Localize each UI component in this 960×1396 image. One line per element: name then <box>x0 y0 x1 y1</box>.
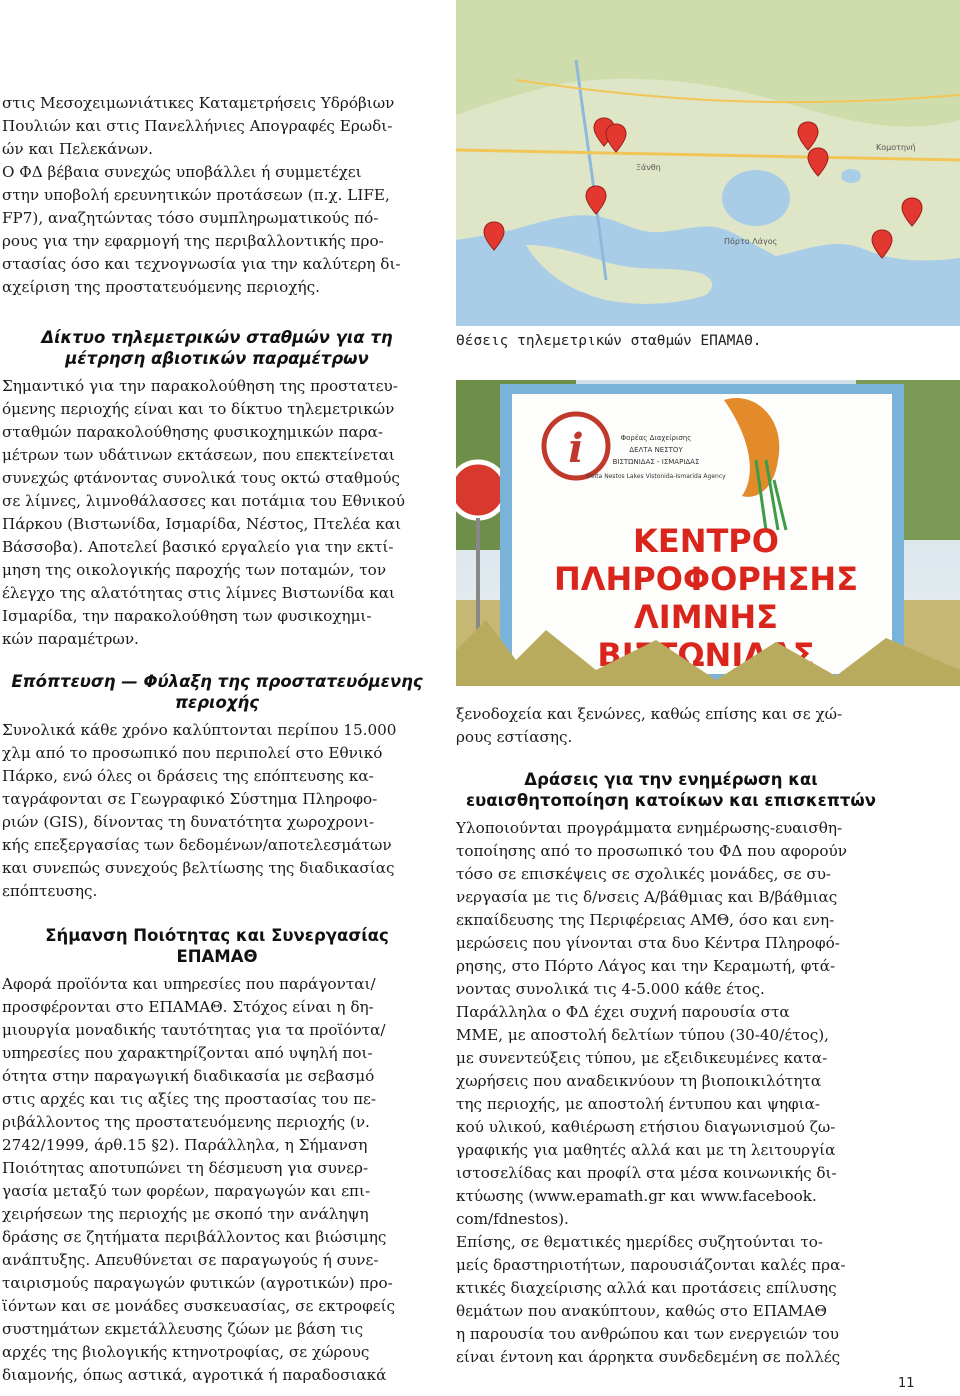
surveillance-heading: Επόπτευση — Φύλαξη της προστατευόμενης περιοχής <box>11 672 423 712</box>
surveillance-paragraph: Συνολικά κάθε χρόνο καλύπτονται περίπου 15.000 χλμ από το προσωπικό που περιπολεί στο Εθνικό Πάρκο, ενώ όλες οι δράσεις της επόπτευσης κα- ταγράφονται σε Γεωγραφικό Σύστημα Πληροφο- ριών (GIS), δίνοντας τη δυνατότητα χωροχρονι- κής επεξεργασίας των δεδομένων/αποτελεσμάτων και συνεπώς συνεχούς βελτίωσης της διαδικασίας επόπτευσης. <box>2 721 397 900</box>
awareness-heading: Δράσεις για την ενημέρωση και ευαισθητοποίηση κατοίκων και επισκεπτών <box>465 770 876 810</box>
sign-line-3: ΛΙΜΝΗΣ <box>634 598 778 636</box>
map-caption: Θέσεις τηλεμετρικών σταθμών ΕΠΑΜΑΘ. <box>456 333 762 349</box>
telemetry-map-image <box>456 0 960 326</box>
telemetry-heading: Δίκτυο τηλεμετρικών σταθμών για τη μέτρηση αβιοτικών παραμέτρων <box>41 328 393 368</box>
sign-small-text-4: Delta Nestos Lakes Vistonida-Ismarida Agency <box>586 473 726 480</box>
intro-paragraph: στις Μεσοχειμωνιάτικες Καταμετρήσεις Υδρόβιων Πουλιών και στις Πανελλήνιες Απογραφές Ερωδι- ών και Πελεκάνων. Ο ΦΔ βέβαια συνεχώς υποβάλλει ή συμμετέχει στην υποβολή ερευνητικών προτάσεων (π.χ. LIFE, FP7), αναζητώντας τόσο συμπληρωματικούς πό- ρους για την εφαρμογή της περιβαλλοντικής προ- στασίας όσο και τεχνογνωσία για την καλύτερη δι- αχείριση της προστατευόμενης περιοχής. <box>2 94 401 296</box>
quality-heading: Σήμανση Ποιότητας και Συνεργασίας ΕΠΑΜΑΘ <box>45 926 389 966</box>
map-label-3: Κομοτηνή <box>876 143 916 152</box>
quality-paragraph: Αφορά προϊόντα και υπηρεσίες που παράγονται/ προσφέρονται στο ΕΠΑΜΑΘ. Στόχος είναι η δη- μιουργία μοναδικής ταυτότητας για τα προϊόντα/ υπηρεσίες που χαρακτηρίζονται από υψηλή ποι- ότητα στην παραγωγική διαδικασία με σεβασμό στις αρχές και τις αξίες της προστασίας του πε- ριβάλλοντος της προστατευόμενης περιοχής (ν. 2742/1999, άρθ.15 §2). Παράλληλα, η Σήμανση Ποιότητας αποτυπώνει τη δέσμευση για συνερ- γασία μεταξύ των φορέων, παραγωγών και επι- χειρήσεων της περιοχής με σκοπό την ανάληψη δράσης σε ζητήματα περιβάλλοντος και βιώσιμης ανάπτυξης. Απευθύνεται σε παραγωγούς ή συνε- ταιρισμούς παραγωγών φυτικών (αγροτικών) προ- ϊόντων και σε μονάδες συσκευασίας, σε εκτροφείς συστημάτων εκμετάλλευσης ζώων με βάση τις αρχές της βιολογικής κτηνοτροφίας, σε χώρους διαμονής, όπως αστικά, αγροτικά ή παραδοσιακά <box>2 975 396 1384</box>
sign-small-text-2: ΔΕΛΤΑ ΝΕΣΤΟΥ <box>629 446 683 454</box>
sign-line-1: ΚΕΝΤΡΟ <box>633 522 779 560</box>
continuation-paragraph: ξενοδοχεία και ξενώνες, καθώς επίσης και σε χώ- ρους εστίασης. <box>456 705 843 746</box>
map-lake-vistonida <box>722 170 790 226</box>
map-label-1: Ξάνθη <box>636 163 661 172</box>
map-label-2: Πόρτο Λάγος <box>724 237 778 246</box>
awareness-paragraph-2: Παράλληλα ο ΦΔ έχει συχνή παρουσία στα ΜΜΕ, με αποστολή δελτίων τύπου (30-40/έτος), με συνεντεύξεις τύπου, με εξειδικευμένες κατα- χωρήσεις που αναδεικνύουν τη βιοποικιλότητα της περιοχής, με αποστολή έντυπου και ψηφια- κού υλικού, καθιέρωση ετήσιου διαγωνισμού ζω- γραφικής για μαθητές αλλά και με τη λειτουργία ιστοσελίδας και προφίλ στα μέσα κοινωνικής δι- κτύωσης (www.epamath.gr και www.facebook. com/fdnestos). <box>456 1003 837 1228</box>
page-number: 11 <box>898 1376 915 1391</box>
map-lake-ismarida <box>841 169 861 183</box>
sign-line-4: ΒΙΣΤΩΝΙΔΑΣ <box>597 636 815 674</box>
sign-line-2: ΠΛΗΡΟΦΟΡΗΣΗΣ <box>553 560 859 598</box>
awareness-paragraph-3: Επίσης, σε θεματικές ημερίδες συζητούνται το- μείς δραστηριοτήτων, παρουσιάζονται καλές πρα- κτικές διαχείρισης αλλά και προτάσεις επίλυσης θεμάτων που ανακύπτουν, καθώς στο ΕΠΑΜΑΘ η παρουσία του ανθρώπου και των ενεργειών του είναι έντονη και άρρηκτα συνδεδεμένη σε πολλές <box>456 1233 846 1366</box>
info-i-letter: i <box>568 425 584 472</box>
right-column <box>456 703 886 1369</box>
telemetry-paragraph: Σημαντικό για την παρακολούθηση της προστατευ- όμενης περιοχής είναι και το δίκτυο τηλεμετρικών σταθμών παρακολούθησης φυσικοχημικών παρα- μέτρων των υδάτινων εκτάσεων, που επεκτείνεται συνεχώς φτάνοντας συνολικά τους οκτώ σταθμούς σε λίμνες, λιμνοθάλασσες και ποτάμια του Εθνικού Πάρκου (Βιστωνίδα, Ισμαρίδα, Νέστος, Πτελέα και Βάσσοβα). Αποτελεί βασικό εργαλείο για την εκτί- μηση της οικολογικής παροχής των ποταμών, τον έλεγχο της αλατότητας στις λίμνες Βιστωνίδα και Ισμαρίδα, την παρακολούθηση των φυσικοχημι- κών παραμέτρων. <box>2 377 405 648</box>
sign-small-text-3: ΒΙΣΤΩΝΙΔΑΣ - ΙΣΜΑΡΙΔΑΣ <box>612 458 700 466</box>
info-center-sign-photo <box>456 380 960 686</box>
sign-small-text-1: Φορέας Διαχείρισης <box>620 434 692 442</box>
road-sign <box>456 462 506 518</box>
awareness-paragraph-1: Υλοποιούνται προγράμματα ενημέρωσης-ευαισθη- τοποίησης από το προσωπικό του ΦΔ που αφορούν τόσο σε επισκέψεις σε σχολικές μονάδες, σε συ- νεργασία με τις δ/νσεις Α/βάθμιας και Β/βάθμιας εκπαίδευσης της Περιφέρειας ΑΜΘ, όσο και ενη- μερώσεις που γίνονται στα δυο Κέντρα Πληροφό- ρησης, στο Πόρτο Λάγος και την Κεραμωτή, φτά- νοντας συνολικά τις 4-5.000 κάθε έτος. <box>456 819 847 998</box>
left-column <box>2 92 432 1387</box>
